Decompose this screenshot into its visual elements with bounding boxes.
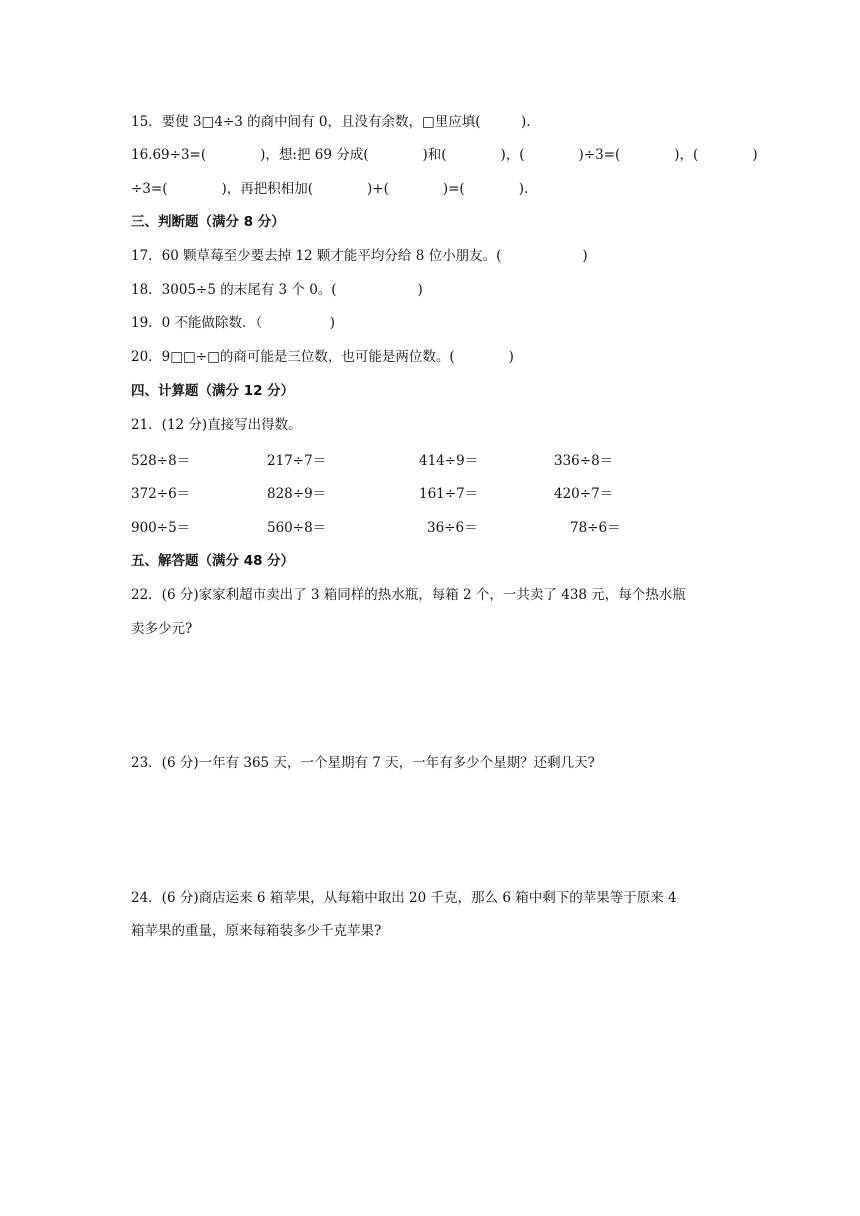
calc-item: 217÷7＝ xyxy=(267,453,327,469)
question-23: 23．(6 分)一年有 365 天，一个星期有 7 天，一年有多少个星期？还剩几天? xyxy=(131,755,595,771)
question-18: 18．3005÷5 的末尾有 3 个 0。( ) xyxy=(131,282,423,298)
section-word-problems-heading: 五、解答题（满分 48 分） xyxy=(131,553,295,569)
section-calculation-heading: 四、计算题（满分 12 分） xyxy=(131,383,295,399)
calc-item: 414÷9＝ xyxy=(419,453,479,469)
question-24-line-2: 箱苹果的重量，原来每箱装多少千克苹果? xyxy=(131,923,382,939)
calc-item: 372÷6＝ xyxy=(131,486,191,502)
question-21: 21．(12 分)直接写出得数。 xyxy=(131,417,302,433)
calc-item: 36÷6＝ xyxy=(427,520,478,536)
calc-item: 900÷5＝ xyxy=(131,520,191,536)
calc-item: 78÷6＝ xyxy=(570,520,621,536)
question-22-line-2: 卖多少元? xyxy=(131,621,193,637)
calc-item: 336÷8＝ xyxy=(554,453,614,469)
question-16-line-1: 16.69÷3=( )，想:把 69 分成( )和( )，( )÷3=( )，( ) xyxy=(131,147,758,163)
question-22-line-1: 22．(6 分)家家利超市卖出了 3 箱同样的热水瓶，每箱 2 个，一共卖了 438 元，每个热水瓶 xyxy=(131,587,686,603)
question-19: 19．0 不能做除数．（ ) xyxy=(131,315,336,331)
question-16-line-2: ÷3=( )，再把积相加( )+( )=( ). xyxy=(131,181,529,197)
question-15: 15．要使 3□4÷3 的商中间有 0，且没有余数，□里应填( ). xyxy=(131,114,531,130)
calc-item: 528÷8＝ xyxy=(131,453,191,469)
section-judgment-heading: 三、判断题（满分 8 分） xyxy=(131,214,285,230)
calc-item: 560÷8＝ xyxy=(267,520,327,536)
question-24-line-1: 24．(6 分)商店运来 6 箱苹果，从每箱中取出 20 千克，那么 6 箱中剩下的苹果等于原来 4 xyxy=(131,890,677,906)
calc-item: 828÷9＝ xyxy=(267,486,327,502)
calc-item: 161÷7＝ xyxy=(419,486,479,502)
calc-item: 420÷7＝ xyxy=(554,486,614,502)
question-20: 20．9□□÷□的商可能是三位数，也可能是两位数。( ) xyxy=(131,349,514,365)
question-17: 17．60 颗草莓至少要去掉 12 颗才能平均分给 8 位小朋友。( ) xyxy=(131,248,588,264)
